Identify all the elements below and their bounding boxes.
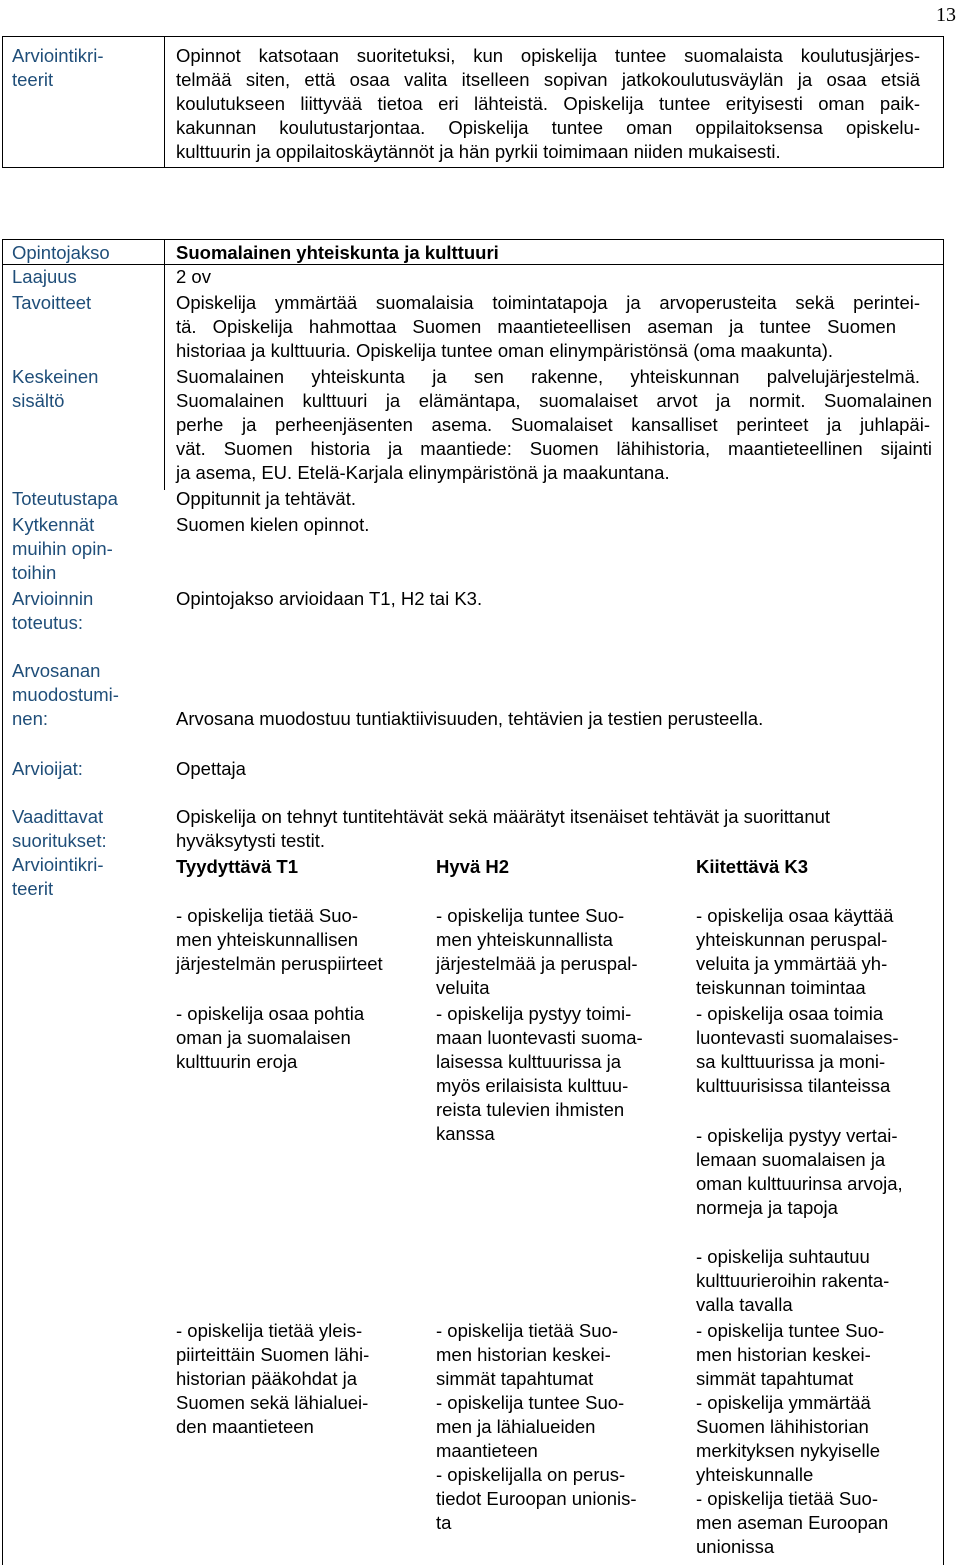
value-laajuus: 2 ov [176, 266, 211, 287]
criteria-line: men yhteiskunnallista [436, 929, 613, 950]
criteria-line: maan luontevasti suoma- [436, 1027, 643, 1048]
criteria-line: valla tavalla [696, 1294, 793, 1315]
criteria-line: Suomen lähihistorian [696, 1416, 869, 1437]
criteria-line: kulttuurisissa tilanteissa [696, 1075, 891, 1096]
criteria-line: lemaan suomalaisen ja [696, 1149, 886, 1170]
criteria-line: oman kulttuurinsa arvoja, [696, 1173, 903, 1194]
criteria-text-line: kakunnan koulutustarjontaa. Opiskelija tuntee oman oppilaitoksensa opiskelu- [176, 117, 920, 138]
criteria-line: unionissa [696, 1536, 775, 1557]
label-arvosanan-muodostuminen-1: Arvosanan [12, 660, 101, 681]
tavoitteet-line: tä. Opiskelija hahmottaa Suomen maantieteellisen aseman ja tuntee Suomen [176, 316, 896, 337]
vaadittavat-line: hyväksytysti testit. [176, 830, 326, 851]
label-kytkennat-2: muihin opin- [12, 538, 113, 559]
criteria-line: men historian keskei- [436, 1344, 611, 1365]
criteria-line: men ja lähialueiden [436, 1416, 596, 1437]
sisalto-line: Suomalainen yhteiskunta ja sen rakenne, yhteiskunnan palvelujärjestelmä. [176, 366, 920, 387]
label-tavoitteet: Tavoitteet [12, 292, 92, 313]
sisalto-line: vät. Suomen historia ja maantiede: Suomen lähihistoria, maantieteellinen sijainti [176, 438, 932, 459]
criteria-line: - opiskelija osaa toimia [696, 1003, 884, 1024]
label-toteutustapa: Toteutustapa [12, 488, 118, 509]
criteria-line: tiedot Euroopan unionis- [436, 1488, 637, 1509]
criteria-line: maantieteen [436, 1440, 538, 1461]
criteria-line: - opiskelija tuntee Suo- [436, 905, 625, 926]
criteria-line: normeja ja tapoja [696, 1197, 838, 1218]
criteria-line: laisessa kulttuurissa ja [436, 1051, 622, 1072]
criteria-line: oman ja suomalaisen [176, 1027, 351, 1048]
value-arvioijat: Opettaja [176, 758, 246, 779]
label-kytkennat-3: toihin [12, 562, 57, 583]
criteria-line: - opiskelija pystyy vertai- [696, 1125, 898, 1146]
value-kytkennat: Suomen kielen opinnot. [176, 514, 370, 535]
label-keskeinen-sisalto-2: sisältö [12, 390, 65, 411]
header-kiitettava-k3: Kiitettävä K3 [696, 856, 809, 877]
criteria-line: - opiskelija tuntee Suo- [436, 1392, 625, 1413]
vaadittavat-line: Opiskelija on tehnyt tuntitehtävät sekä määrätyt itsenäiset tehtävät ja suorittanut [176, 806, 831, 827]
label-vaadittavat-1: Vaadittavat [12, 806, 104, 827]
criteria-line: men yhteiskunnallisen [176, 929, 359, 950]
criteria-line: järjestelmän peruspiirteet [176, 953, 383, 974]
criteria-line: ta [436, 1512, 452, 1533]
sisalto-line: Suomalainen kulttuuri ja elämäntapa, suomalaiset arvot ja normit. Suomalainen [176, 390, 932, 411]
criteria-line: - opiskelija tuntee Suo- [696, 1320, 885, 1341]
label-arviointikriteerit-2: teerit [12, 878, 54, 899]
label-arvioijat: Arvioijat: [12, 758, 83, 779]
label-vaadittavat-2: suoritukset: [12, 830, 107, 851]
criteria-text-line: koulutukseen liittyvää tietoa eri lähteistä. Opiskelija tuntee erityisesti oman paik- [176, 93, 920, 114]
page-number: 13 [936, 4, 956, 26]
label-arvioinnin-toteutus-2: toteutus: [12, 612, 83, 633]
criteria-line: - opiskelija tietää yleis- [176, 1320, 363, 1341]
criteria-text-line: telmää siten, että osaa valita itselleen sopivan jatkokoulutusväylän ja osaa etsiä [176, 69, 920, 90]
criteria-line: - opiskelija tietää Suo- [176, 905, 359, 926]
label-laajuus: Laajuus [12, 266, 77, 287]
criteria-line: - opiskelija suhtautuu [696, 1246, 870, 1267]
value-arvosanan-muodostuminen: Arvosana muodostuu tuntiaktiivisuuden, tehtävien ja testien perusteella. [176, 708, 764, 729]
criteria-line: kulttuurin eroja [176, 1051, 298, 1072]
criteria-line: men aseman Euroopan [696, 1512, 889, 1533]
criteria-line: - opiskelija osaa käyttää [696, 905, 894, 926]
label-arvosanan-muodostuminen-3: nen: [12, 708, 49, 729]
value-opintojakso: Suomalainen yhteiskunta ja kulttuuri [176, 242, 499, 263]
label-arvosanan-muodostuminen-2: muodostumi- [12, 684, 119, 705]
label-arviointikriteerit-1: Arviointikri- [12, 854, 104, 875]
value-arvioinnin-toteutus: Opintojakso arvioidaan T1, H2 tai K3. [176, 588, 483, 609]
criteria-line: järjestelmää ja peruspal- [436, 953, 638, 974]
criteria-text-line: Opinnot katsotaan suoritetuksi, kun opiskelija tuntee suomalaista koulutusjärjes- [176, 45, 920, 66]
value-toteutustapa: Oppitunnit ja tehtävät. [176, 488, 356, 509]
criteria-line: simmät tapahtumat [696, 1368, 854, 1389]
criteria-line: men historian keskei- [696, 1344, 871, 1365]
label-kytkennat-1: Kytkennät [12, 514, 95, 535]
header-tyydyttava-t1: Tyydyttävä T1 [176, 856, 299, 877]
criteria-line: historian pääkohdat ja [176, 1368, 358, 1389]
label-opintojakso: Opintojakso [12, 242, 110, 263]
label-arviointikriteerit-top-1: Arviointikri- [12, 45, 104, 66]
criteria-line: - opiskelija pystyy toimi- [436, 1003, 632, 1024]
criteria-line: reista tulevien ihmisten [436, 1099, 625, 1120]
criteria-line: - opiskelija tietää Suo- [696, 1488, 879, 1509]
criteria-line: kanssa [436, 1123, 495, 1144]
criteria-line: simmät tapahtumat [436, 1368, 594, 1389]
criteria-line: veluita ja ymmärtää yh- [696, 953, 888, 974]
criteria-line: luontevasti suomalaises- [696, 1027, 899, 1048]
criteria-line: - opiskelija ymmärtää [696, 1392, 871, 1413]
criteria-line: den maantieteen [176, 1416, 314, 1437]
criteria-line: yhteiskunnalle [696, 1464, 814, 1485]
sisalto-line: perhe ja perheenjäsenten asema. Suomalaiset kansalliset perinteet ja juhlapäi- [176, 414, 930, 435]
criteria-line: teiskunnan toimintaa [696, 977, 866, 998]
criteria-line: Suomen sekä lähialuei- [176, 1392, 369, 1413]
criteria-line: myös erilaisista kulttuu- [436, 1075, 629, 1096]
criteria-line: piirteittäin Suomen lähi- [176, 1344, 370, 1365]
criteria-line: sa kulttuurissa ja moni- [696, 1051, 886, 1072]
criteria-line: - opiskelijalla on perus- [436, 1464, 626, 1485]
criteria-line: veluita [436, 977, 490, 998]
criteria-line: - opiskelija tietää Suo- [436, 1320, 619, 1341]
tavoitteet-line: historiaa ja kulttuuria. Opiskelija tuntee oman elinympäristönsä (oma maakunta). [176, 340, 834, 361]
criteria-line: yhteiskunnan peruspal- [696, 929, 888, 950]
criteria-text-line: kulttuurin ja oppilaitoskäytännöt ja hän pyrkii toimimaan niiden mukaisesti. [176, 141, 781, 162]
label-arviointikriteerit-top-2: teerit [12, 69, 54, 90]
tavoitteet-line: Opiskelija ymmärtää suomalaisia toimintatapoja ja arvoperusteita sekä perintei- [176, 292, 920, 313]
sisalto-line: ja asema, EU. Etelä-Karjala elinympäristönä ja maakuntana. [176, 462, 670, 483]
criteria-line: kulttuurieroihin rakenta- [696, 1270, 890, 1291]
criteria-line: merkityksen nykyiselle [696, 1440, 881, 1461]
label-keskeinen-sisalto-1: Keskeinen [12, 366, 99, 387]
criteria-line: - opiskelija osaa pohtia [176, 1003, 365, 1024]
header-hyva-h2: Hyvä H2 [436, 856, 510, 877]
label-arvioinnin-toteutus-1: Arvioinnin [12, 588, 94, 609]
